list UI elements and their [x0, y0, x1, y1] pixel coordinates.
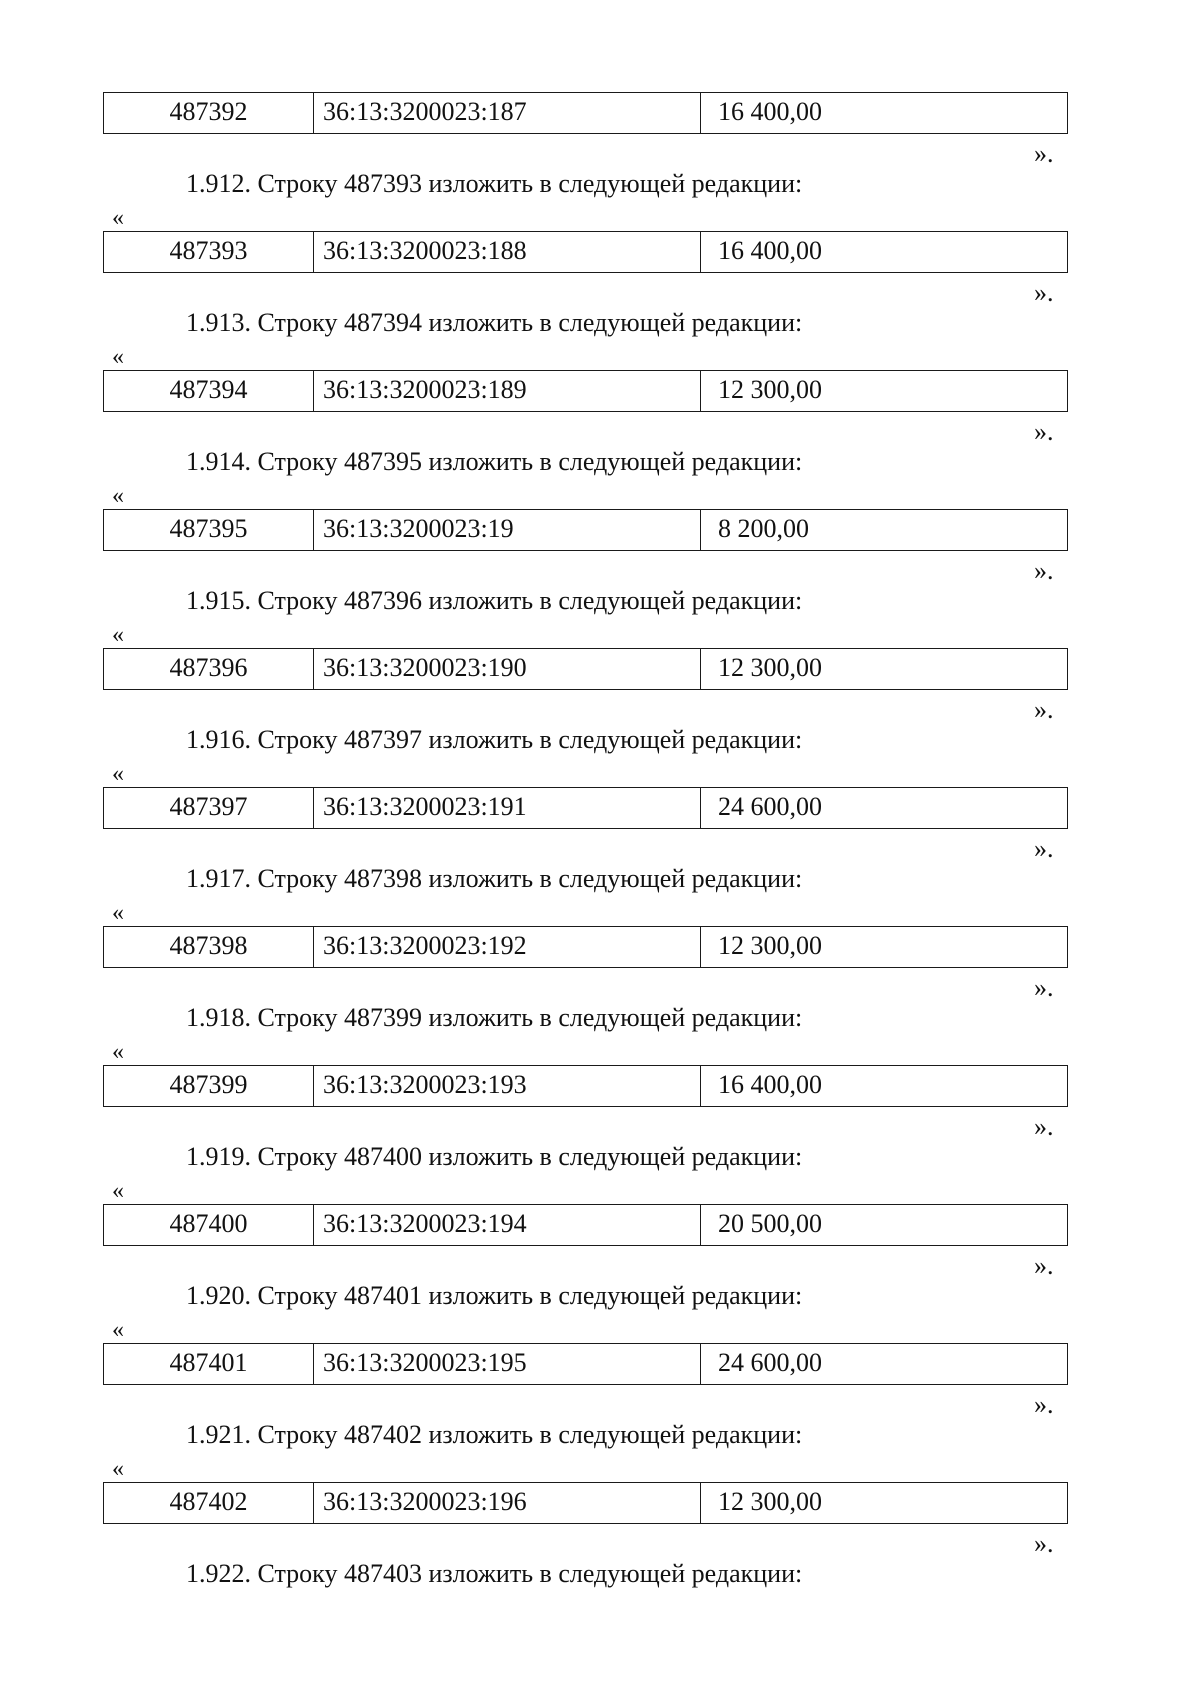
amount: 12 300,00: [718, 653, 822, 682]
amount: 24 600,00: [718, 1348, 822, 1377]
table-row: [103, 787, 1068, 829]
row-number: 487398: [104, 927, 314, 967]
cadastral-number: 36:13:3200023:187: [314, 93, 701, 133]
cadastral-number: 36:13:3200023:188: [314, 232, 701, 272]
row-number: 487402: [104, 1483, 314, 1523]
row-number: 487396: [104, 649, 314, 689]
closing-quote: ».: [1034, 417, 1054, 446]
amount: 8 200,00: [718, 514, 809, 543]
table-row: [103, 648, 1068, 690]
opening-quote: «: [112, 205, 124, 231]
closing-quote: ».: [1034, 834, 1054, 863]
closing-quote: ».: [1034, 1529, 1054, 1558]
opening-quote: «: [112, 1178, 124, 1204]
cadastral-number: 36:13:3200023:192: [314, 927, 701, 967]
closing-quote: ».: [1034, 695, 1054, 724]
amendment-instruction: 1.922. Строку 487403 изложить в следующей редакции:: [186, 1559, 803, 1588]
amount: 12 300,00: [718, 1487, 822, 1516]
amendment-instruction: 1.917. Строку 487398 изложить в следующей редакции:: [186, 864, 803, 893]
closing-quote: ».: [1034, 1390, 1054, 1419]
row-number: 487399: [104, 1066, 314, 1106]
cadastral-number: 36:13:3200023:190: [314, 649, 701, 689]
opening-quote: «: [112, 1317, 124, 1343]
cadastral-number: 36:13:3200023:193: [314, 1066, 701, 1106]
opening-quote: «: [112, 344, 124, 370]
table-row: [103, 1482, 1068, 1524]
table-row: [103, 92, 1068, 134]
opening-quote: «: [112, 1039, 124, 1065]
cadastral-number: 36:13:3200023:196: [314, 1483, 701, 1523]
amendment-instruction: 1.915. Строку 487396 изложить в следующей редакции:: [186, 586, 803, 615]
amount: 16 400,00: [718, 1070, 822, 1099]
closing-quote: ».: [1034, 278, 1054, 307]
row-number: 487393: [104, 232, 314, 272]
table-row: [103, 1204, 1068, 1246]
row-number: 487400: [104, 1205, 314, 1245]
amendment-instruction: 1.921. Строку 487402 изложить в следующей редакции:: [186, 1420, 803, 1449]
cadastral-number: 36:13:3200023:195: [314, 1344, 701, 1384]
amount: 20 500,00: [718, 1209, 822, 1238]
amendment-instruction: 1.918. Строку 487399 изложить в следующей редакции:: [186, 1003, 803, 1032]
opening-quote: «: [112, 1456, 124, 1482]
row-number: 487394: [104, 371, 314, 411]
table-row: [103, 1343, 1068, 1385]
table-row: [103, 370, 1068, 412]
row-number: 487392: [104, 93, 314, 133]
closing-quote: ».: [1034, 973, 1054, 1002]
amount: 12 300,00: [718, 375, 822, 404]
table-row: [103, 231, 1068, 273]
cadastral-number: 36:13:3200023:189: [314, 371, 701, 411]
table-row: [103, 926, 1068, 968]
closing-quote: ».: [1034, 139, 1054, 168]
cadastral-number: 36:13:3200023:19: [314, 510, 701, 550]
amendment-instruction: 1.913. Строку 487394 изложить в следующей редакции:: [186, 308, 803, 337]
amount: 16 400,00: [718, 236, 822, 265]
amendment-instruction: 1.914. Строку 487395 изложить в следующей редакции:: [186, 447, 803, 476]
closing-quote: ».: [1034, 1251, 1054, 1280]
amendment-instruction: 1.919. Строку 487400 изложить в следующей редакции:: [186, 1142, 803, 1171]
amendment-instruction: 1.920. Строку 487401 изложить в следующей редакции:: [186, 1281, 803, 1310]
closing-quote: ».: [1034, 1112, 1054, 1141]
opening-quote: «: [112, 483, 124, 509]
amount: 12 300,00: [718, 931, 822, 960]
opening-quote: «: [112, 622, 124, 648]
row-number: 487397: [104, 788, 314, 828]
opening-quote: «: [112, 900, 124, 926]
row-number: 487395: [104, 510, 314, 550]
opening-quote: «: [112, 761, 124, 787]
row-number: 487401: [104, 1344, 314, 1384]
amount: 16 400,00: [718, 97, 822, 126]
closing-quote: ».: [1034, 556, 1054, 585]
cadastral-number: 36:13:3200023:194: [314, 1205, 701, 1245]
amendment-instruction: 1.916. Строку 487397 изложить в следующей редакции:: [186, 725, 803, 754]
amendment-instruction: 1.912. Строку 487393 изложить в следующей редакции:: [186, 169, 803, 198]
cadastral-number: 36:13:3200023:191: [314, 788, 701, 828]
table-row: [103, 509, 1068, 551]
amount: 24 600,00: [718, 792, 822, 821]
table-row: [103, 1065, 1068, 1107]
